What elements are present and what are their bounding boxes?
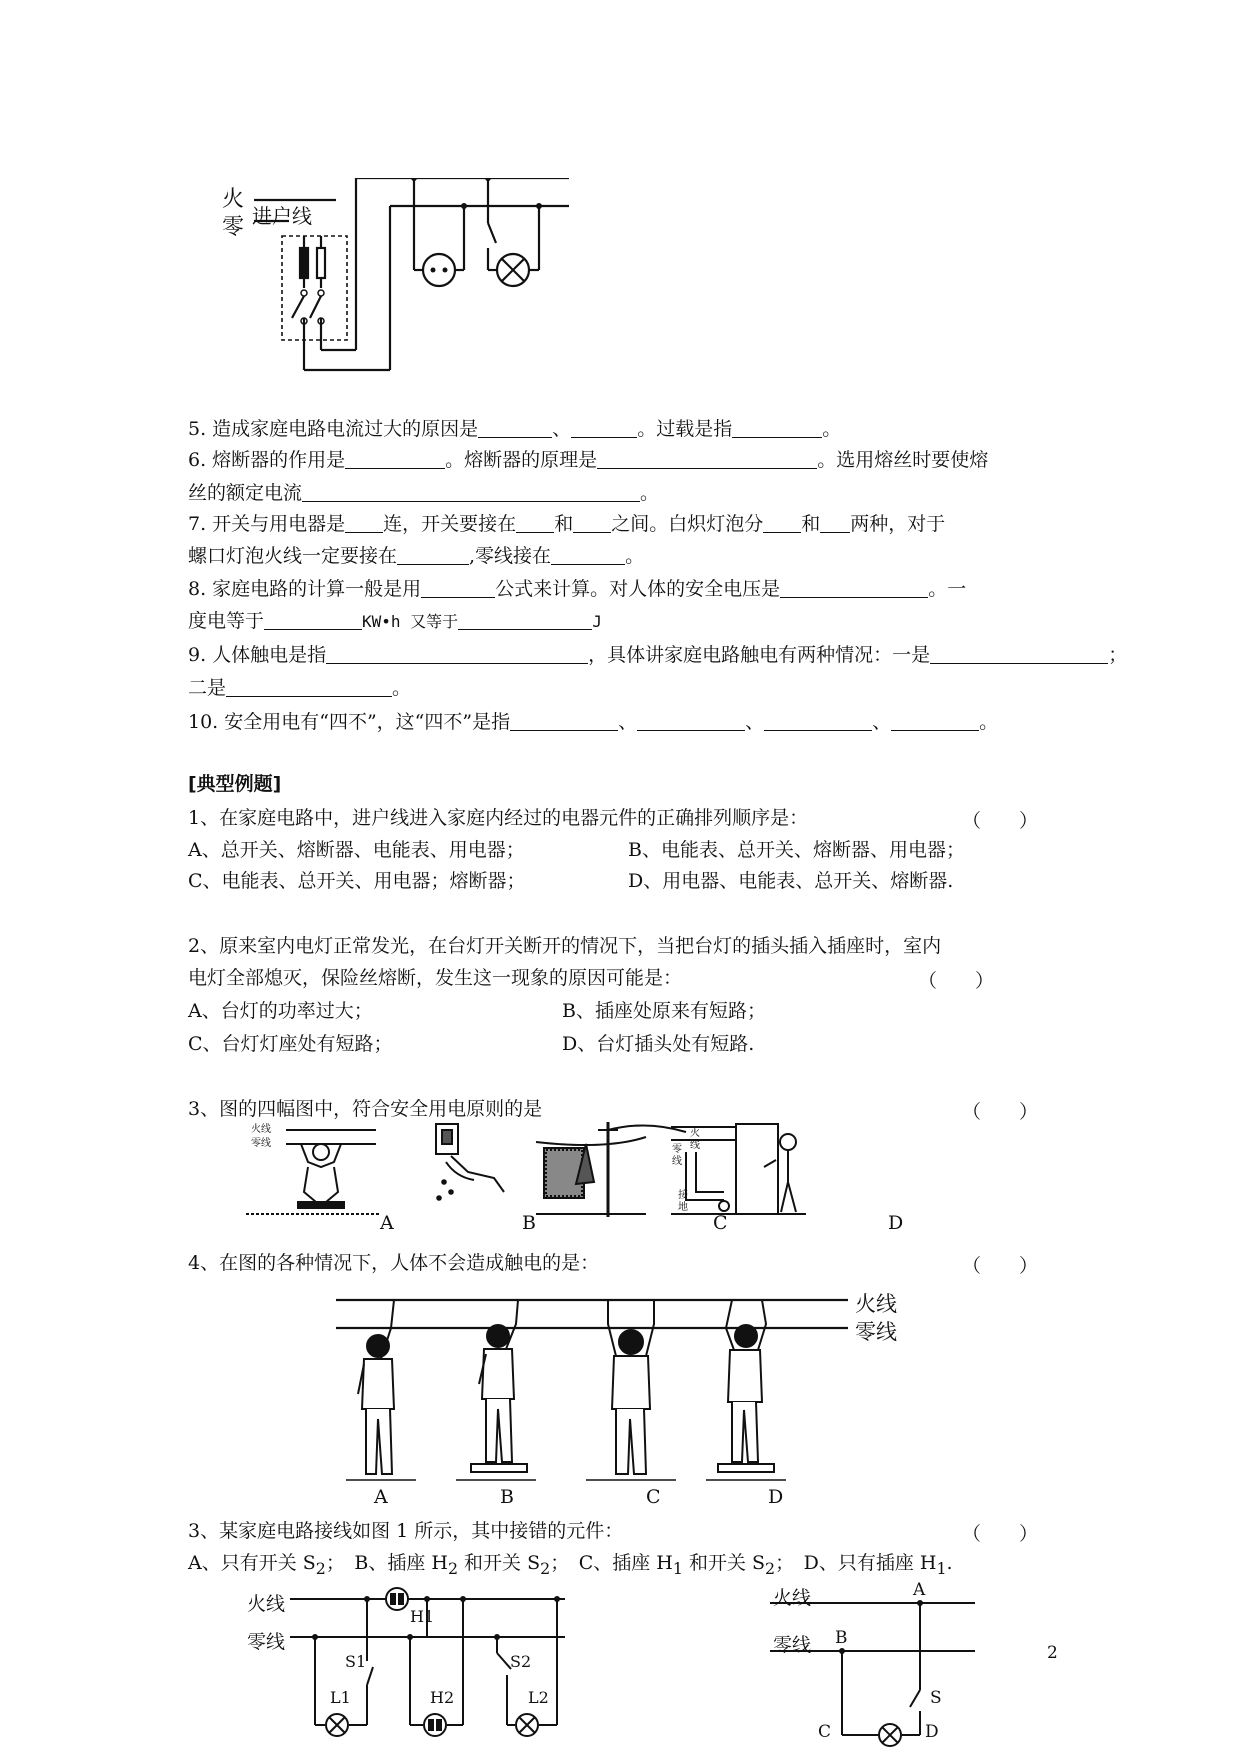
blank (510, 711, 618, 731)
question-8-line2: 度电等于 KW•h 又等于 J (188, 610, 602, 632)
example-1-option-a: A、总开关、熔断器、电能表、用电器； (188, 839, 525, 861)
example-2-option-c: C、台灯灯座处有短路； (188, 1033, 393, 1055)
label-l2: L2 (528, 1688, 549, 1707)
example-5-stem: 3、某家庭电路接线如图 1 所示，其中接错的元件： (188, 1520, 624, 1542)
label-entry-line: 进户线 (252, 204, 312, 228)
blank (478, 418, 552, 438)
blank (891, 711, 979, 731)
section-title: [典型例题] (188, 773, 282, 795)
svg-text:零线: 零线 (251, 1138, 271, 1149)
blank (302, 482, 640, 502)
label-h1: H1 (410, 1607, 435, 1626)
blank (637, 711, 745, 731)
question-6-line2: 丝的额定电流 。 (188, 482, 660, 504)
svg-text:线: 线 (672, 1156, 682, 1167)
blank (764, 711, 872, 731)
point-a: A (913, 1580, 926, 1600)
label-fire-line: 火线 (855, 1292, 897, 1316)
blank (763, 513, 801, 533)
question-10: 10. 安全用电有“四不”，这“四不”是指 、 、 、 。 (188, 711, 999, 733)
example-1-option-b: B、电能表、总开关、熔断器、用电器； (628, 839, 965, 861)
blank (820, 513, 850, 533)
blank (345, 513, 383, 533)
picture-label-c: C (713, 1212, 728, 1234)
blank (571, 418, 637, 438)
blank (421, 578, 495, 598)
blank (345, 449, 445, 469)
example-3-stem: 3、图的四幅图中，符合安全用电原则的是 (188, 1098, 543, 1120)
example-2-stem-line1: 2、原来室内电灯正常发光，在台灯开关断开的情况下，当把台灯的插头插入插座时，室内 (188, 935, 942, 957)
person-label-a: A (374, 1486, 388, 1508)
label-l1: L1 (330, 1688, 351, 1707)
example-2-stem-line2: 电灯全部熄灭，保险丝熔断，发生这一现象的原因可能是： (188, 967, 683, 989)
person-label-b: B (500, 1486, 514, 1508)
svg-text:地: 地 (678, 1202, 688, 1213)
example-2-option-d: D、台灯插头处有短路. (562, 1033, 755, 1055)
example-1-option-c: C、电能表、总开关、用电器；熔断器； (188, 870, 526, 892)
question-6-line1: 6. 熔断器的作用是 。熔断器的原理是 。选用熔丝时要使熔 (188, 449, 989, 471)
shock-cases-svg (336, 1284, 856, 1494)
blank (458, 610, 592, 630)
blank (930, 644, 1108, 664)
example-4-stem: 4、在图的各种情况下，人体不会造成触电的是： (188, 1252, 600, 1274)
question-5: 5. 造成家庭电路电流过大的原因是 、 。过载是指 。 (188, 418, 842, 440)
label-zero: 零 (222, 215, 245, 240)
question-7-line2: 螺口灯泡火线一定要接在 ,零线接在 。 (188, 545, 645, 567)
person-label-c: C (646, 1486, 661, 1508)
blank (326, 644, 588, 664)
svg-text:零: 零 (672, 1144, 682, 1155)
figure-safety-pictures (246, 1122, 906, 1222)
example-1-answer-paren: （ ） (962, 810, 1039, 832)
svg-text:火线: 火线 (251, 1124, 271, 1135)
blank (397, 545, 469, 565)
question-9-line1: 9. 人体触电是指 ，具体讲家庭电路触电有两种情况：一是 ； (188, 644, 1128, 666)
picture-label-d: D (888, 1212, 904, 1234)
circuit2-fire-label: 火线 (773, 1587, 812, 1609)
circuit1-fire-label: 火线 (247, 1593, 286, 1615)
person-label-d: D (768, 1486, 784, 1508)
example-5-options: A、只有开关 $S_2$； B、插座 $H_2$ 和开关 $S_2$； C、插座 $H_1$ 和开关 $S_2$； D、只有插座 $H_1$. (188, 1552, 953, 1578)
blank (573, 513, 611, 533)
example-2-option-b: B、插座处原来有短路； (562, 1000, 766, 1022)
question-9-line2: 二是 。 (188, 677, 412, 699)
label-s2: S2 (510, 1652, 532, 1671)
question-7-line1: 7. 开关与用电器是 连，开关要接在 和 之间。白炽灯泡分 和 两种，对于 (188, 513, 946, 535)
example-2-option-a: A、台灯的功率过大； (188, 1000, 373, 1022)
svg-text:接: 接 (678, 1190, 688, 1201)
blank (516, 513, 554, 533)
example-1-option-d: D、用电器、电能表、总开关、熔断器. (628, 870, 954, 892)
figure-electric-shock-cases (336, 1284, 856, 1494)
example-5-answer-paren: （ ） (962, 1523, 1039, 1545)
point-c: C (818, 1722, 832, 1742)
picture-label-a: A (380, 1212, 394, 1234)
blank (226, 677, 392, 697)
picture-label-b: B (522, 1212, 536, 1234)
label-zero-line: 零线 (855, 1320, 897, 1344)
blank (780, 578, 928, 598)
label-h2: H2 (430, 1688, 455, 1707)
svg-text:线: 线 (690, 1140, 700, 1151)
question-8-line1: 8. 家庭电路的计算一般是用 公式来计算。对人体的安全电压是 。一 (188, 578, 967, 600)
example-2-answer-paren: （ ） (918, 970, 995, 992)
example-4-answer-paren: （ ） (962, 1255, 1039, 1277)
blank (597, 449, 817, 469)
circuit1-zero-label: 零线 (247, 1631, 286, 1653)
example-1-stem: 1、在家庭电路中，进户线进入家庭内经过的电器元件的正确排列顺序是： (188, 807, 809, 829)
circuit2-zero-label: 零线 (773, 1634, 812, 1656)
label-fire: 火 (222, 187, 245, 212)
blank (551, 545, 625, 565)
point-d: D (925, 1722, 939, 1742)
point-b: B (835, 1628, 848, 1648)
blank (264, 610, 362, 630)
blank (732, 418, 822, 438)
label-s1: S1 (345, 1652, 367, 1671)
example-3-answer-paren: （ ） (962, 1101, 1039, 1123)
point-s: S (930, 1688, 942, 1708)
safety-pictures-svg (246, 1122, 906, 1222)
page-number: 2 (1047, 1643, 1058, 1663)
svg-text:火: 火 (690, 1128, 700, 1139)
